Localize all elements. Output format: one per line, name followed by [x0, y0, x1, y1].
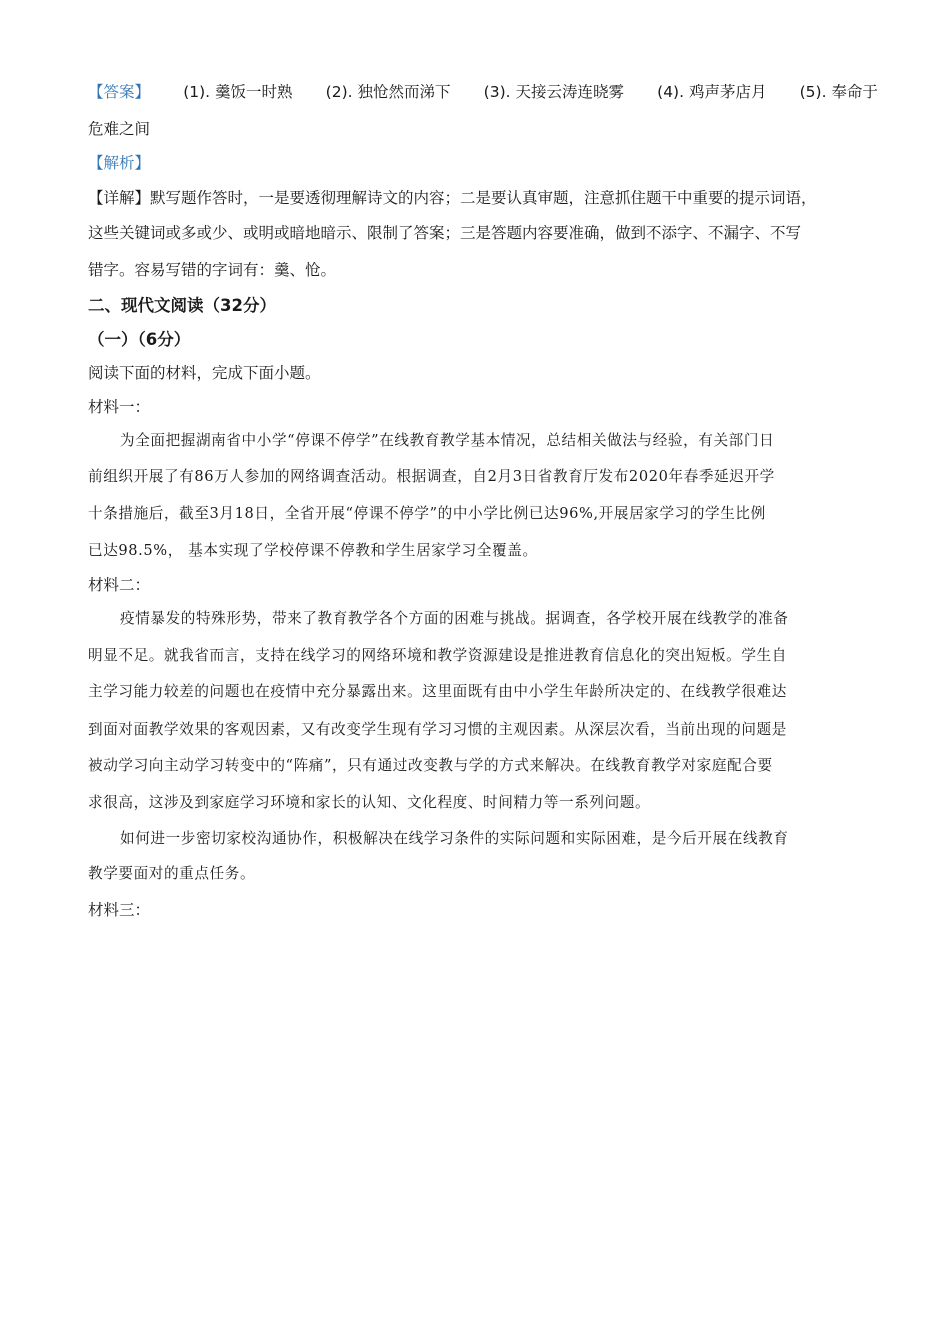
analysis-detail-line-3: 错字。容易写错的字词有：羹、怆。 [88, 261, 337, 279]
material2-para1-line-1: 疫情暴发的特殊形势，带来了教育教学各个方面的困难与挑战。据调查，各学校开展在线教学的准备 [120, 610, 789, 627]
analysis-tag: 【解析】 [88, 154, 151, 172]
material1-line-2: 前组织开展了有86万人参加的网络调查活动。根据调查，自2月3日省教育厅发布2020年春季延迟开学 [88, 468, 775, 485]
answer-item-1: (1). 羹饭一时熟 [183, 83, 293, 101]
answer-item-2: (2). 独怆然而涕下 [325, 83, 451, 101]
material2-label: 材料二： [88, 576, 151, 594]
section-instruction: 阅读下面的材料，完成下面小题。 [88, 364, 321, 382]
answer-item-5: (5). 奉命于 [799, 83, 878, 101]
material1-line-3: 十条措施后，截至3月18日，全省开展“停课不停学”的中小学比例已达96%,开展居家学习的学生比例 [88, 505, 766, 522]
material2-para2-line-1: 如何进一步密切家校沟通协作，积极解决在线学习条件的实际问题和实际困难，是今后开展在线教育 [120, 830, 789, 847]
analysis-detail-line-2: 这些关键词或多或少、或明或暗地暗示、限制了答案；三是答题内容要准确，做到不添字、不漏字、不写 [88, 224, 802, 242]
material3-label: 材料三： [88, 901, 151, 919]
material1-line-1: 为全面把握湖南省中小学“停课不停学”在线教育教学基本情况，总结相关做法与经验，有关部门日 [120, 432, 775, 449]
analysis-detail-line-1: 【详解】默写题作答时，一是要透彻理解诗文的内容；二是要认真审题，注意抓住题干中重要的提示词语， [88, 189, 817, 207]
answer-item-3: (3). 天接云涛连晓雾 [483, 83, 624, 101]
answer-tag: 【答案】 [88, 83, 151, 101]
material2-para1-line-6: 求很高，这涉及到家庭学习环境和家长的认知、文化程度、时间精力等一系列问题。 [88, 794, 651, 811]
material1-label: 材料一： [88, 398, 151, 416]
answer-item-4: (4). 鸡声茅店月 [657, 83, 767, 101]
material2-para1-line-2: 明显不足。就我省而言，支持在线学习的网络环境和教学资源建设是推进教育信息化的突出短板。学生自 [88, 647, 787, 664]
section-title: 二、现代文阅读（32分） [88, 296, 276, 315]
material2-para1-line-5: 被动学习向主动学习转变中的“阵痛”，只有通过改变教与学的方式来解决。在线教育教学对家庭配合要 [88, 757, 773, 774]
material2-para2-line-2: 教学要面对的重点任务。 [88, 865, 256, 882]
answer-row [88, 80, 878, 102]
answer-continuation: 危难之间 [88, 120, 151, 138]
material2-para1-line-4: 到面对面教学效果的客观因素，又有改变学生现有学习习惯的主观因素。从深层次看，当前出现的问题是 [88, 721, 787, 738]
material1-line-4: 已达98.5%， 基本实现了学校停课不停教和学生居家学习全覆盖。 [88, 542, 538, 559]
section-subtitle: （一）（6分） [88, 330, 191, 349]
material2-para1-line-3: 主学习能力较差的问题也在疫情中充分暴露出来。这里面既有由中小学生年龄所决定的、在线教学很难达 [88, 683, 787, 700]
